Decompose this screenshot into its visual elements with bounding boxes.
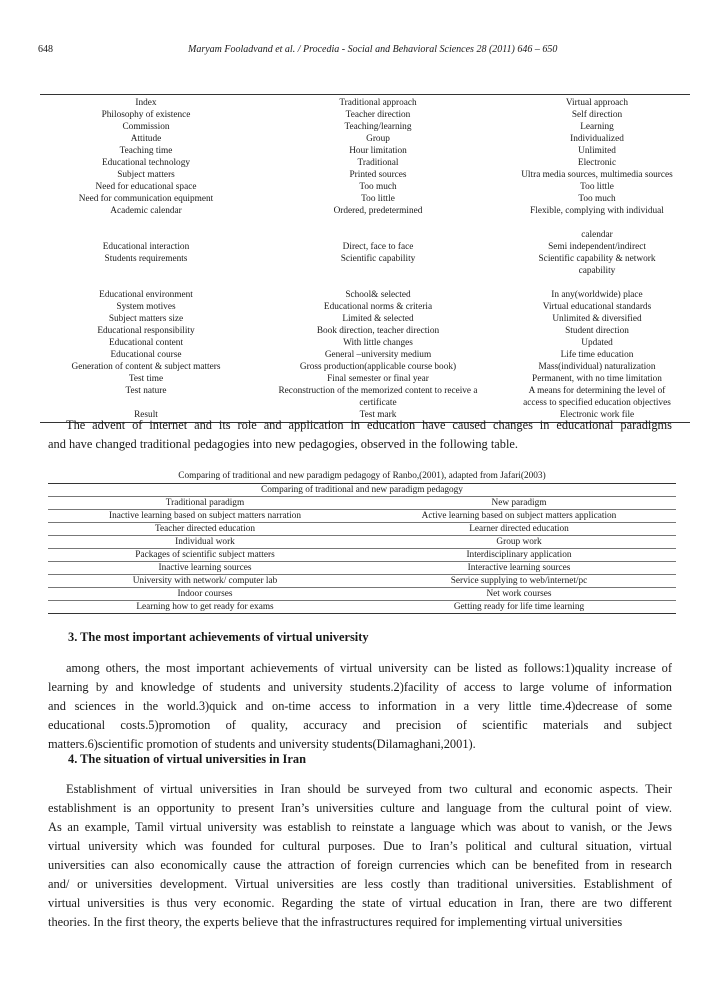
table-cell: Generation of content & subject matters bbox=[71, 362, 221, 372]
table-cell: Result bbox=[134, 410, 158, 420]
table-cell: Getting ready for life time learning bbox=[453, 602, 585, 612]
table-row bbox=[40, 157, 690, 169]
paradigm-comparison-table bbox=[48, 470, 676, 614]
row-spacer bbox=[40, 277, 690, 289]
table-cell: Mass(individual) naturalization bbox=[538, 362, 656, 372]
table-cell: calendar bbox=[581, 230, 613, 240]
table-cell: Permanent, with no time limitation bbox=[532, 374, 662, 384]
table-row bbox=[40, 145, 690, 157]
table-cell: Too little bbox=[361, 194, 395, 204]
table-cell: School& selected bbox=[345, 290, 411, 300]
table-cell: Attitude bbox=[130, 134, 162, 144]
table-cell: University with network/ computer lab bbox=[132, 576, 278, 586]
table-cell: With little changes bbox=[343, 338, 413, 348]
table-cell: Index bbox=[135, 98, 157, 108]
table-row bbox=[48, 523, 676, 536]
table-cell: Learning how to get ready for exams bbox=[136, 602, 274, 612]
table-row bbox=[40, 97, 690, 109]
table-cell: Learner directed education bbox=[469, 524, 569, 534]
text-line: and have changed traditional pedagogies into new pedagogies, observed in the following table. bbox=[48, 437, 519, 451]
table-cell: Electronic bbox=[577, 158, 617, 168]
table-cell: Individualized bbox=[570, 134, 624, 144]
table-cell: Educational norms & criteria bbox=[323, 302, 433, 312]
table-cell: Life time education bbox=[560, 350, 634, 360]
comparison-table-approaches bbox=[40, 94, 690, 423]
table-cell: Too little bbox=[580, 182, 614, 192]
table-cell: Too much bbox=[359, 182, 397, 192]
text-line: educational costs.5)promotion of quality, accuracy and precision of scientific materials and subject bbox=[48, 718, 672, 732]
table-cell: Students requirements bbox=[104, 254, 188, 264]
table-cell: Indoor courses bbox=[177, 589, 233, 599]
table-cell: Student direction bbox=[565, 326, 629, 336]
table-cell bbox=[40, 265, 252, 277]
table-row bbox=[40, 373, 690, 385]
table-cell: Educational technology bbox=[101, 158, 191, 168]
table-cell bbox=[252, 265, 504, 277]
table-row bbox=[40, 265, 690, 277]
intro-paragraph bbox=[48, 416, 672, 454]
running-head: Maryam Fooladvand et al. / Procedia - Social and Behavioral Sciences 28 (2011) 646 – 650 bbox=[188, 44, 558, 55]
table-subtitle: Comparing of traditional and new paradigm pedagogy bbox=[48, 484, 676, 497]
table-row bbox=[40, 361, 690, 373]
table-cell: Interactive learning sources bbox=[467, 563, 571, 573]
table-cell: Printed sources bbox=[349, 170, 407, 180]
table-cell bbox=[40, 397, 252, 409]
table-cell: Direct, face to face bbox=[342, 242, 414, 252]
table-cell: access to specified education objectives bbox=[523, 398, 671, 408]
table-row bbox=[40, 301, 690, 313]
table-row bbox=[40, 397, 690, 409]
text-line: theories. In the first theory, the experts believe that the infrastructures required for implementing virtual universities bbox=[48, 915, 623, 929]
text-line: Establishment of virtual universities in Iran should be surveyed from two cultural and economic aspects. Their bbox=[66, 782, 672, 796]
table-cell: Updated bbox=[581, 338, 613, 348]
table-row bbox=[40, 349, 690, 361]
page-header bbox=[38, 44, 690, 58]
table-cell: Semi independent/indirect bbox=[548, 242, 646, 252]
table-cell: Inactive learning based on subject matters narration bbox=[108, 511, 302, 521]
table-body bbox=[48, 483, 676, 614]
table-cell: Teaching/learning bbox=[344, 122, 412, 132]
table-cell: Educational responsibility bbox=[97, 326, 195, 336]
table-cell: Test time bbox=[128, 374, 164, 384]
table-cell: Teacher directed education bbox=[154, 524, 255, 534]
table-cell: New paradigm bbox=[491, 498, 547, 508]
section-3-paragraph bbox=[48, 659, 672, 754]
table-cell: Inactive learning sources bbox=[158, 563, 252, 573]
table-row bbox=[48, 601, 676, 613]
table-cell: Self direction bbox=[571, 110, 623, 120]
table-cell: Electronic work file bbox=[559, 410, 635, 420]
table-cell: Traditional paradigm bbox=[165, 498, 245, 508]
table-cell: Active learning based on subject matters application bbox=[421, 511, 617, 521]
table-cell: Interdisciplinary application bbox=[466, 550, 572, 560]
table-row bbox=[40, 229, 690, 241]
table-cell: Teacher direction bbox=[345, 110, 411, 120]
table-cell: certificate bbox=[359, 398, 397, 408]
table-cell: Test nature bbox=[125, 386, 167, 396]
table-row bbox=[48, 549, 676, 562]
table-row bbox=[40, 133, 690, 145]
table-row bbox=[48, 588, 676, 601]
table-cell: Academic calendar bbox=[110, 206, 182, 216]
table-cell: Virtual approach bbox=[565, 98, 629, 108]
text-line: universities can also economically cause the attraction of foreign currencies which can be benefited from in research bbox=[48, 858, 672, 872]
table-cell: Test mark bbox=[359, 410, 397, 420]
page-number: 648 bbox=[38, 44, 53, 55]
table-cell: Group work bbox=[496, 537, 542, 547]
text-line: among others, the most important achievements of virtual university can be listed as follows:1)quality increase of bbox=[66, 661, 672, 675]
table-row bbox=[48, 497, 676, 510]
table-cell: Learning bbox=[580, 122, 614, 132]
row-spacer bbox=[40, 217, 690, 229]
table-cell: Educational content bbox=[108, 338, 184, 348]
table-cell: Educational environment bbox=[99, 290, 193, 300]
table-row bbox=[40, 109, 690, 121]
table-cell: Flexible, complying with individual bbox=[530, 206, 664, 216]
table-cell: Limited & selected bbox=[342, 314, 414, 324]
table-row bbox=[48, 536, 676, 549]
text-line: virtual university which was founded for cultural purposes. Due to Iran’s political and cultural situation, virtual bbox=[48, 839, 672, 853]
section-4-paragraph bbox=[48, 780, 672, 932]
table-cell: Final semester or final year bbox=[327, 374, 429, 384]
text-line: and sciences in the world.3)quick and on-time access to information in a very little time.4)decrease of some bbox=[48, 699, 672, 713]
table-cell: Ordered, predetermined bbox=[333, 206, 423, 216]
table-row bbox=[40, 241, 690, 253]
table-caption: Comparing of traditional and new paradigm pedagogy of Ranbo,(2001), adapted from Jafari(2003) bbox=[178, 471, 546, 481]
table-cell: General –university medium bbox=[324, 350, 432, 360]
table-cell: Group bbox=[366, 134, 390, 144]
table-row bbox=[40, 385, 690, 397]
table-row bbox=[48, 562, 676, 575]
table-cell: Ultra media sources, multimedia sources bbox=[521, 170, 673, 180]
table-rows bbox=[48, 497, 676, 613]
section-3-heading: 3. The most important achievements of virtual university bbox=[68, 630, 369, 644]
table-row bbox=[40, 325, 690, 337]
table-row bbox=[40, 181, 690, 193]
table-cell: Net work courses bbox=[486, 589, 552, 599]
table-row bbox=[48, 575, 676, 588]
table-cell bbox=[252, 229, 504, 241]
table-row bbox=[48, 510, 676, 523]
table-cell: Unlimited & diversified bbox=[552, 314, 642, 324]
table-cell: Scientific capability bbox=[340, 254, 416, 264]
table-cell: Educational interaction bbox=[102, 242, 190, 252]
table-row bbox=[40, 313, 690, 325]
table-cell: Commission bbox=[122, 122, 170, 132]
table-cell: Educational course bbox=[110, 350, 182, 360]
table-row bbox=[40, 289, 690, 301]
table-cell: Packages of scientific subject matters bbox=[135, 550, 275, 560]
table-cell: System motives bbox=[116, 302, 176, 312]
table-cell: Subject matters size bbox=[108, 314, 184, 324]
table-cell: Individual work bbox=[175, 537, 235, 547]
table-cell: capability bbox=[578, 266, 616, 276]
table-row bbox=[40, 121, 690, 133]
text-line: establishment is an opportunity to present Iran’s universities culture and language from the cultural point of view. bbox=[48, 801, 672, 815]
table-cell: Scientific capability & network bbox=[538, 254, 656, 264]
table-cell: Reconstruction of the memorized content to receive a bbox=[278, 386, 478, 396]
table-cell: Hour limitation bbox=[349, 146, 407, 156]
text-line: virtual universities is thus very economic. Regarding the state of virtual education in Iran, there are two different bbox=[48, 896, 672, 910]
table-cell: Teaching time bbox=[119, 146, 173, 156]
text-line: As an example, Tamil virtual university was establish to reinstate a language which was about to vanish, or the Jews bbox=[48, 820, 672, 834]
table-cell: Subject matters bbox=[117, 170, 175, 180]
table-cell: Book direction, teacher direction bbox=[316, 326, 440, 336]
text-line: The advent of internet and its role and application in education have caused changes in educational paradigms bbox=[66, 418, 672, 432]
table-row bbox=[40, 169, 690, 181]
table-cell: Service supplying to web/internet/pc bbox=[450, 576, 588, 586]
table-cell: Gross production(applicable course book) bbox=[299, 362, 457, 372]
table-row bbox=[40, 205, 690, 217]
table-row bbox=[40, 337, 690, 349]
text-line: learning by and knowledge of students and university students.2)facility of access to large volume of information bbox=[48, 680, 672, 694]
table-cell: Unlimited bbox=[578, 146, 616, 156]
table-cell: Virtual educational standards bbox=[542, 302, 652, 312]
table-row bbox=[40, 253, 690, 265]
table-cell: In any(worldwide) place bbox=[551, 290, 643, 300]
table-cell: A means for determining the level of bbox=[528, 386, 666, 396]
table-cell: Need for educational space bbox=[95, 182, 197, 192]
table-cell: Traditional approach bbox=[339, 98, 417, 108]
table-cell: Traditional bbox=[357, 158, 399, 168]
section-4-heading: 4. The situation of virtual universities in Iran bbox=[68, 752, 306, 766]
table-cell bbox=[40, 229, 252, 241]
text-line: matters.6)scientific promotion of students and university students(Dilamaghani,2001). bbox=[48, 737, 476, 751]
table-row bbox=[40, 193, 690, 205]
table-cell: Too much bbox=[578, 194, 616, 204]
text-line: and/ or universities development. Virtual universities are less costly than traditional universities. Establishment of bbox=[48, 877, 672, 891]
table-cell: Need for communication equipment bbox=[78, 194, 214, 204]
table-cell: Philosophy of existence bbox=[101, 110, 191, 120]
